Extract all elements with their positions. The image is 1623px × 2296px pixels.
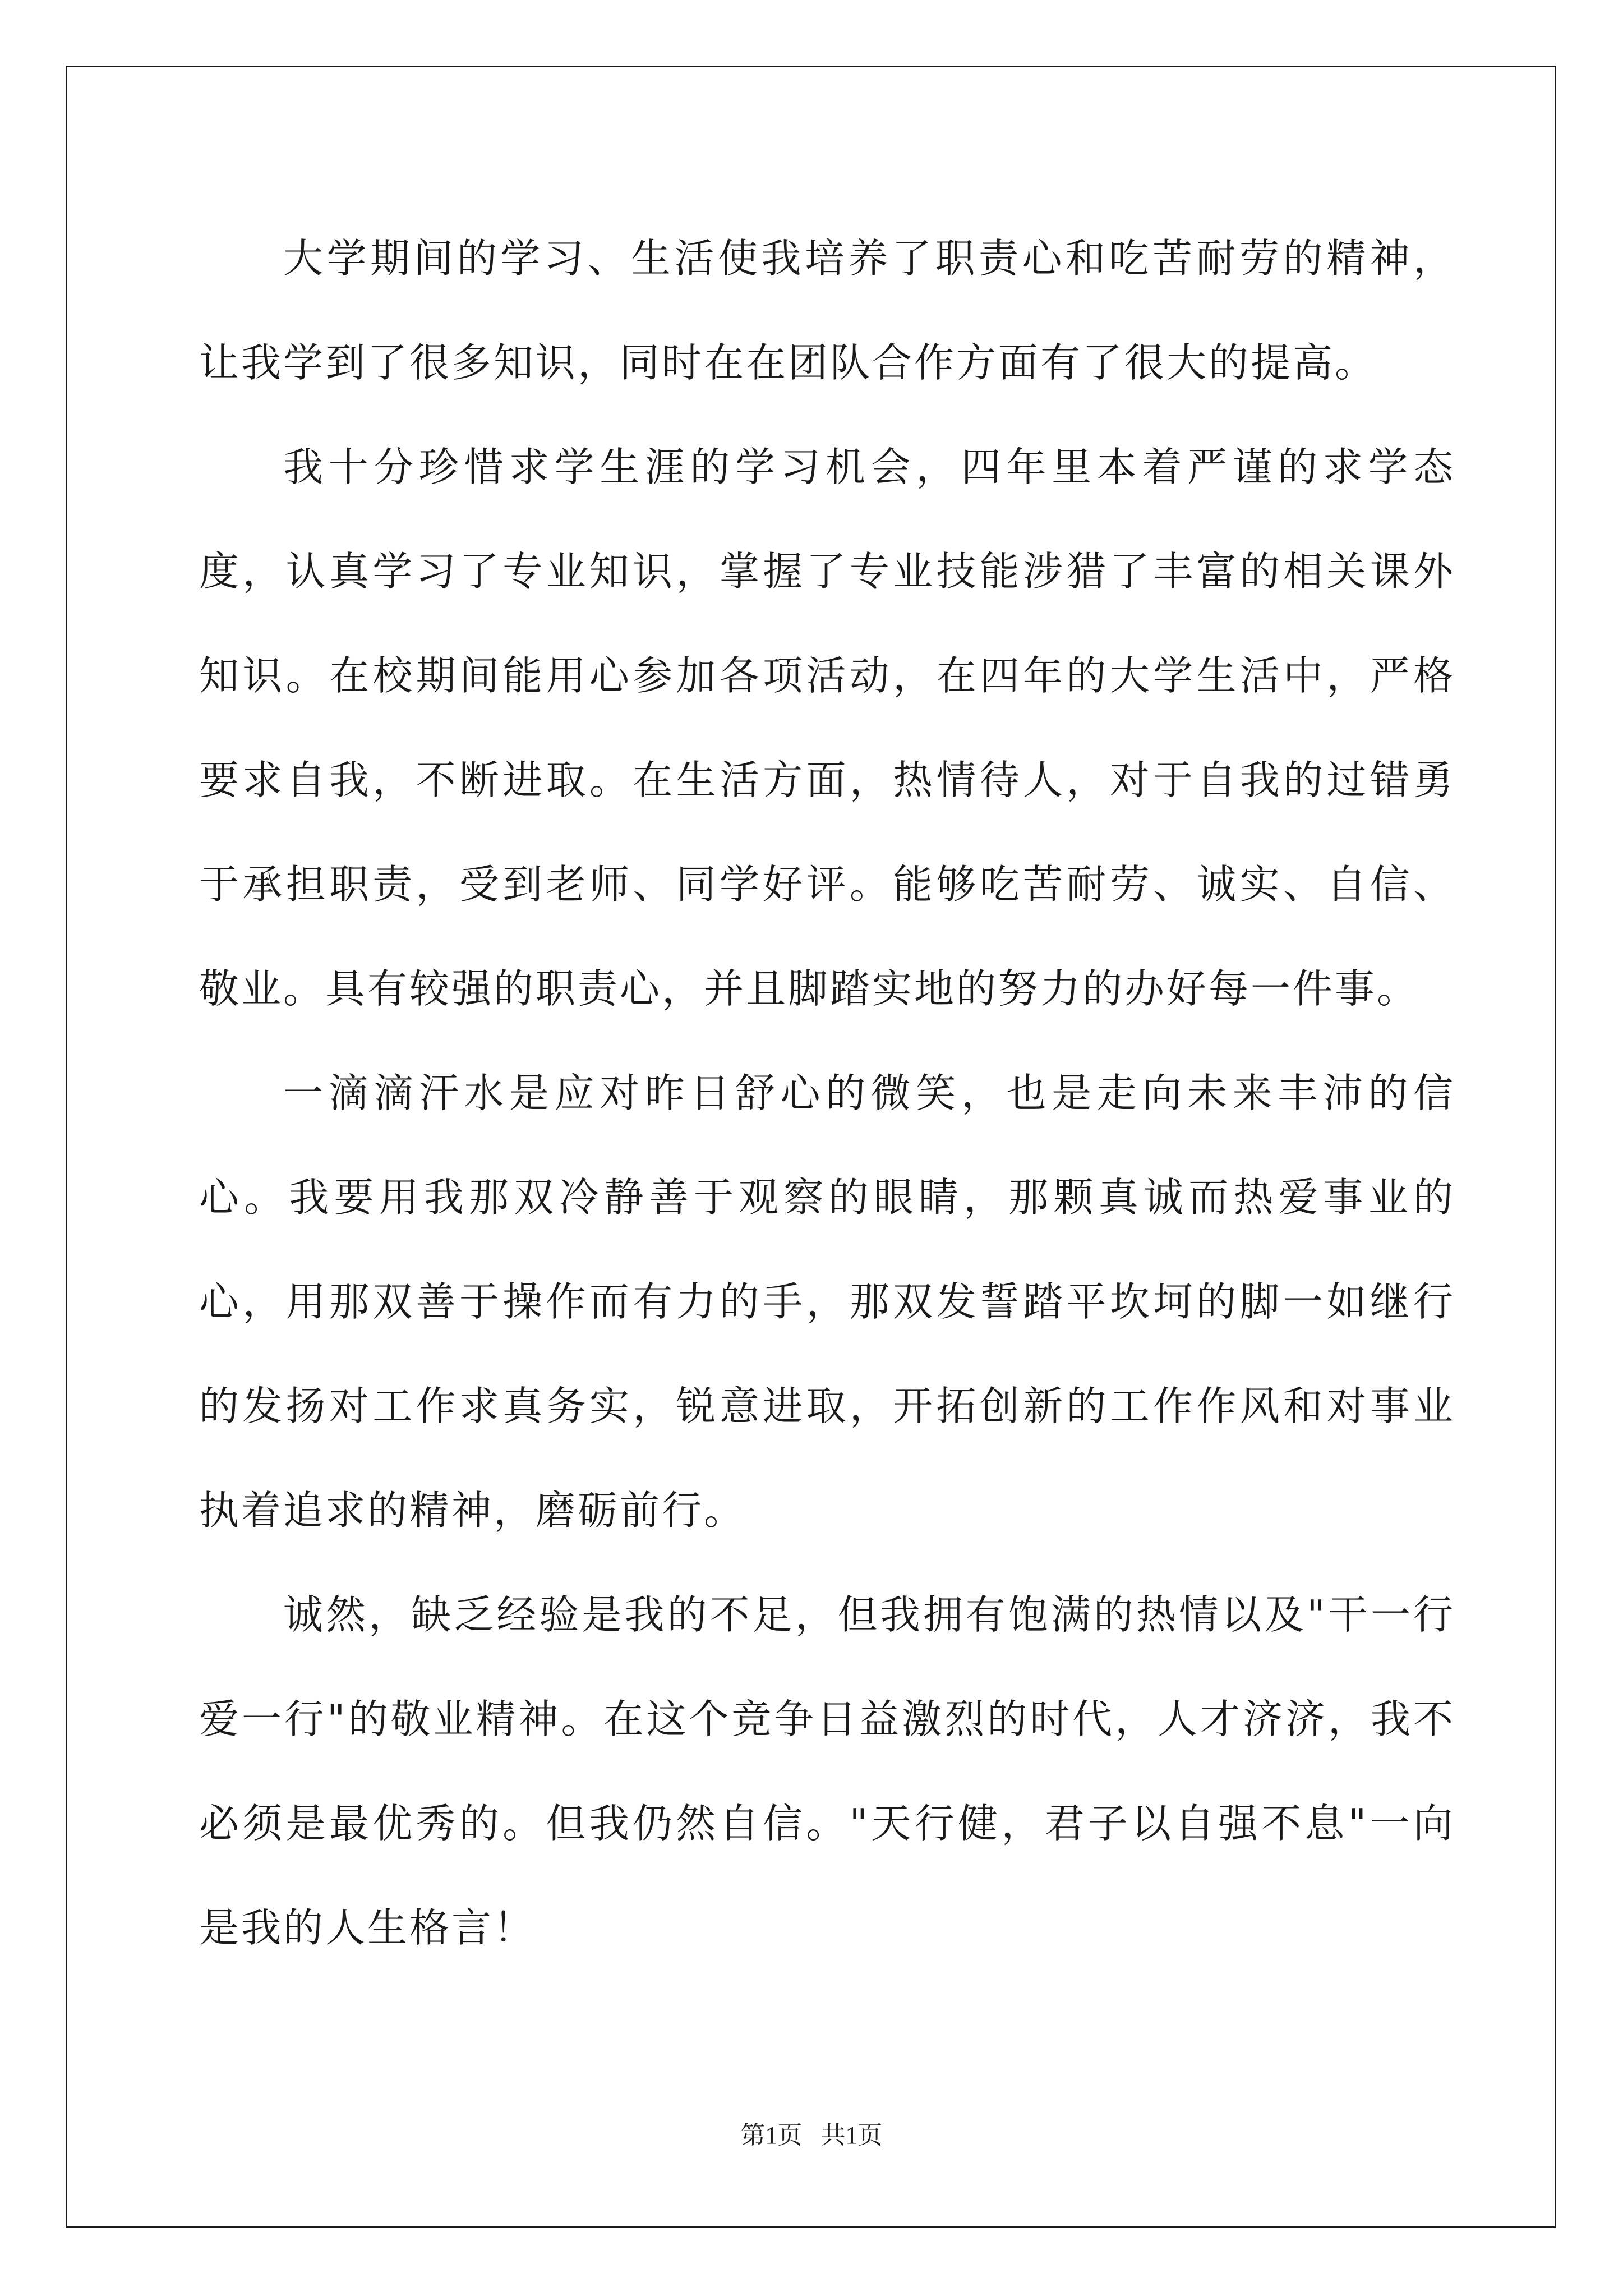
document-body — [199, 206, 1455, 1980]
paragraph-2: 我十分珍惜求学生涯的学习机会，四年里本着严谨的求学态度，认真学习了专业知识，掌握了专业技能涉猎了丰富的相关课外知识。在校期间能用心参加各项活动，在四年的大学生活中，严格要求自我，不断进取。在生活方面，热情待人，对于自我的过错勇于承担职责，受到老师、同学好评。能够吃苦耐劳、诚实、自信、敬业。具有较强的职责心，并且脚踏实地的努力的办好每一件事。 — [199, 444, 1455, 1012]
paragraph-1: 大学期间的学习、生活使我培养了职责心和吃苦耐劳的精神，让我学到了很多知识，同时在在团队合作方面有了很大的提高。 — [199, 235, 1455, 386]
page-footer: 第1页 共1页 — [740, 2122, 883, 2149]
paragraph-4: 诚然，缺乏经验是我的不足，但我拥有饱满的热情以及"干一行爱一行"的敬业精神。在这个竞争日益激烈的时代，人才济济，我不必须是最优秀的。但我仍然自信。"天行健，君子以自强不息"一向是我的人生格言！ — [199, 1591, 1455, 1951]
paragraph-3: 一滴滴汗水是应对昨日舒心的微笑，也是走向未来丰沛的信心。我要用我那双冷静善于观察的眼睛，那颗真诚而热爱事业的心，用那双善于操作而有力的手，那双发誓踏平坎坷的脚一如继行的发扬对工作求真务实，锐意进取，开拓创新的工作作风和对事业执着追求的精神，磨砺前行。 — [199, 1070, 1455, 1534]
